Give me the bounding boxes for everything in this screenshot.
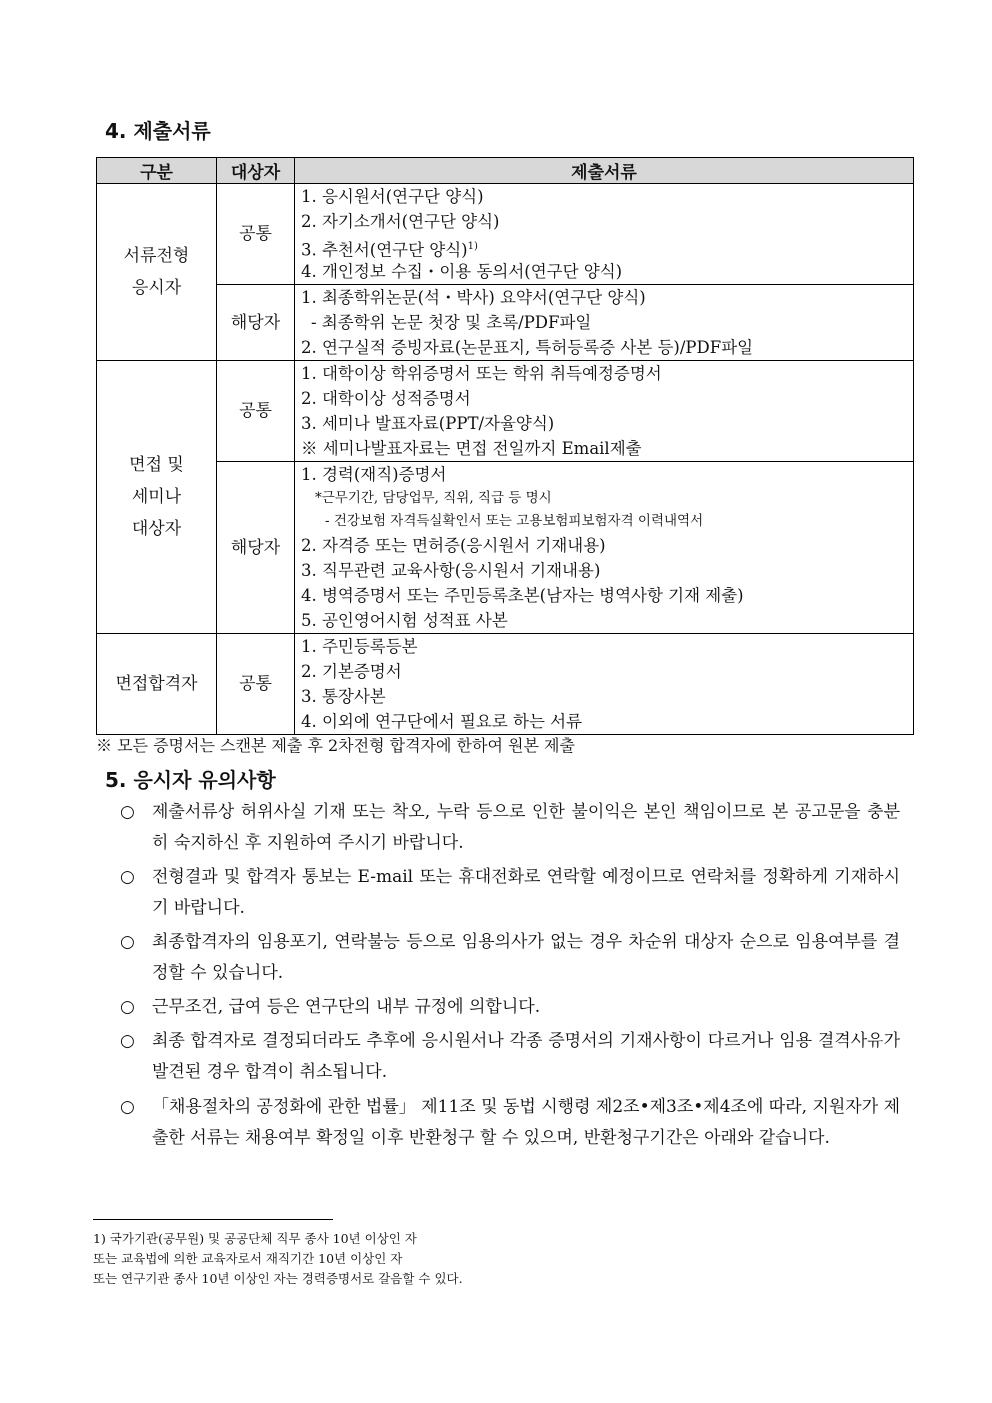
category-line: 대상자 — [131, 519, 182, 539]
caution-item — [120, 797, 900, 859]
header-category: 구분 — [97, 158, 217, 184]
section4-title: 4. 제출서류 — [105, 119, 211, 143]
footnote-mark: 1) — [467, 241, 478, 252]
document-item: 1. 최종학위논문(석・박사) 요약서(연구단 양식) — [301, 288, 646, 307]
target-cell: 공통 — [217, 634, 295, 735]
caution-item — [120, 1026, 900, 1088]
category-line: 면접합격자 — [115, 674, 198, 694]
documents-cell — [295, 361, 914, 462]
footnote-line: 또는 연구기관 종사 10년 이상인 자는 경력증명서로 갈음할 수 있다. — [93, 1271, 463, 1286]
caution-item — [120, 927, 900, 989]
category-line: 응시자 — [131, 278, 182, 298]
header-documents: 제출서류 — [295, 158, 914, 184]
document-item: 2. 대학이상 성적증명서 — [301, 389, 471, 408]
table-note: ※ 모든 증명서는 스캔본 제출 후 2차전형 합격자에 한하여 원본 제출 — [96, 736, 575, 755]
caution-text: 최종합격자의 임용포기, 연락불능 등으로 임용의사가 없는 경우 차순위 대상자 순으로 임용여부를 결정할 수 있습니다. — [152, 932, 900, 983]
category-cell — [97, 184, 217, 361]
table-row — [97, 285, 914, 361]
header-target: 대상자 — [217, 158, 295, 184]
footnote-divider — [93, 1219, 333, 1220]
target-cell: 해당자 — [217, 285, 295, 361]
category-cell — [97, 361, 217, 634]
document-subitem: - 건강보험 자격득실확인서 또는 고용보험피보험자격 이력내역서 — [325, 513, 704, 529]
target-cell: 해당자 — [217, 462, 295, 634]
target-cell: 공통 — [217, 184, 295, 285]
bullet-circle: ○ — [120, 1031, 135, 1051]
table-row — [97, 361, 914, 462]
section5-title: 5. 응시자 유의사항 — [105, 768, 276, 792]
document-item: 1. 주민등록등본 — [301, 637, 418, 656]
caution-item — [120, 862, 900, 924]
table-header-row — [97, 158, 914, 184]
footnotes — [93, 1229, 463, 1289]
documents-cell — [295, 634, 914, 735]
document-item: 2. 기본증명서 — [301, 662, 402, 681]
category-line: 면접 및 — [129, 455, 184, 475]
document-item — [301, 234, 913, 259]
document-subitem: *근무기간, 담당업무, 직위, 직급 등 명시 — [315, 490, 552, 506]
bullet-circle: ○ — [120, 802, 135, 822]
bullet-circle: ○ — [120, 932, 135, 952]
document-item: 3. 직무관련 교육사항(응시원서 기재내용) — [301, 561, 601, 580]
document-item: 2. 연구실적 증빙자료(논문표지, 특허등록증 사본 등)/PDF파일 — [301, 338, 754, 357]
document-item-text: 3. 추천서(연구단 양식) — [301, 240, 468, 259]
category-line: 세미나 — [131, 487, 182, 507]
table-row — [97, 184, 914, 285]
document-item: 5. 공인영어시험 성적표 사본 — [301, 611, 508, 630]
caution-text: 「채용절차의 공정화에 관한 법률」 제11조 및 동법 시행령 제2조•제3조•제4조에 따라, 지원자가 제출한 서류는 채용여부 확정일 이후 반환청구 할 수 있으며, 반환청구기간은 아래와 같습니다. — [152, 1097, 900, 1148]
documents-cell — [295, 462, 914, 634]
documents-table — [96, 157, 914, 735]
document-item: 2. 자기소개서(연구단 양식) — [301, 212, 500, 231]
bullet-circle: ○ — [120, 867, 135, 887]
caution-text: 제출서류상 허위사실 기재 또는 착오, 누락 등으로 인한 불이익은 본인 책임이므로 본 공고문을 충분히 숙지하신 후 지원하여 주시기 바랍니다. — [152, 802, 900, 853]
category-line: 서류전형 — [123, 246, 190, 266]
documents-cell — [295, 285, 914, 361]
bullet-circle: ○ — [120, 1097, 135, 1117]
document-item: 4. 병역증명서 또는 주민등록초본(남자는 병역사항 기재 제출) — [301, 586, 744, 605]
document-item: 1. 대학이상 학위증명서 또는 학위 취득예정증명서 — [301, 364, 662, 383]
category-cell — [97, 634, 217, 735]
caution-item — [120, 1092, 900, 1154]
document-item: 1. 경력(재직)증명서 — [301, 465, 447, 484]
caution-text: 근무조건, 급여 등은 연구단의 내부 규정에 의합니다. — [152, 997, 541, 1017]
document-item: 4. 개인정보 수집・이용 동의서(연구단 양식) — [301, 262, 623, 281]
target-cell: 공통 — [217, 361, 295, 462]
document-item: 3. 세미나 발표자료(PPT/자율양식) — [301, 414, 555, 433]
document-item: 3. 통장사본 — [301, 687, 386, 706]
footnote-line: 1) 국가기관(공무원) 및 공공단체 직무 종사 10년 이상인 자 — [93, 1231, 417, 1246]
document-note: ※ 세미나발표자료는 면접 전일까지 Email제출 — [301, 439, 642, 458]
bullet-circle: ○ — [120, 997, 135, 1017]
caution-text: 최종 합격자로 결정되더라도 추후에 응시원서나 각종 증명서의 기재사항이 다르거나 임용 결격사유가 발견된 경우 합격이 취소됩니다. — [152, 1031, 900, 1082]
caution-text: 전형결과 및 합격자 통보는 E-mail 또는 휴대전화로 연락할 예정이므로 연락처를 정확하게 기재하시기 바랍니다. — [152, 867, 900, 918]
document-item: 2. 자격증 또는 면허증(응시원서 기재내용) — [301, 536, 606, 555]
table-row — [97, 462, 914, 634]
document-subitem: - 최종학위 논문 첫장 및 초록/PDF파일 — [311, 313, 592, 332]
caution-item — [120, 992, 900, 1023]
table-row — [97, 634, 914, 735]
document-item: 1. 응시원서(연구단 양식) — [301, 187, 484, 206]
footnote-line: 또는 교육법에 의한 교육자로서 재직기간 10년 이상인 자 — [93, 1251, 403, 1266]
documents-cell — [295, 184, 914, 285]
document-item: 4. 이외에 연구단에서 필요로 하는 서류 — [301, 712, 583, 731]
